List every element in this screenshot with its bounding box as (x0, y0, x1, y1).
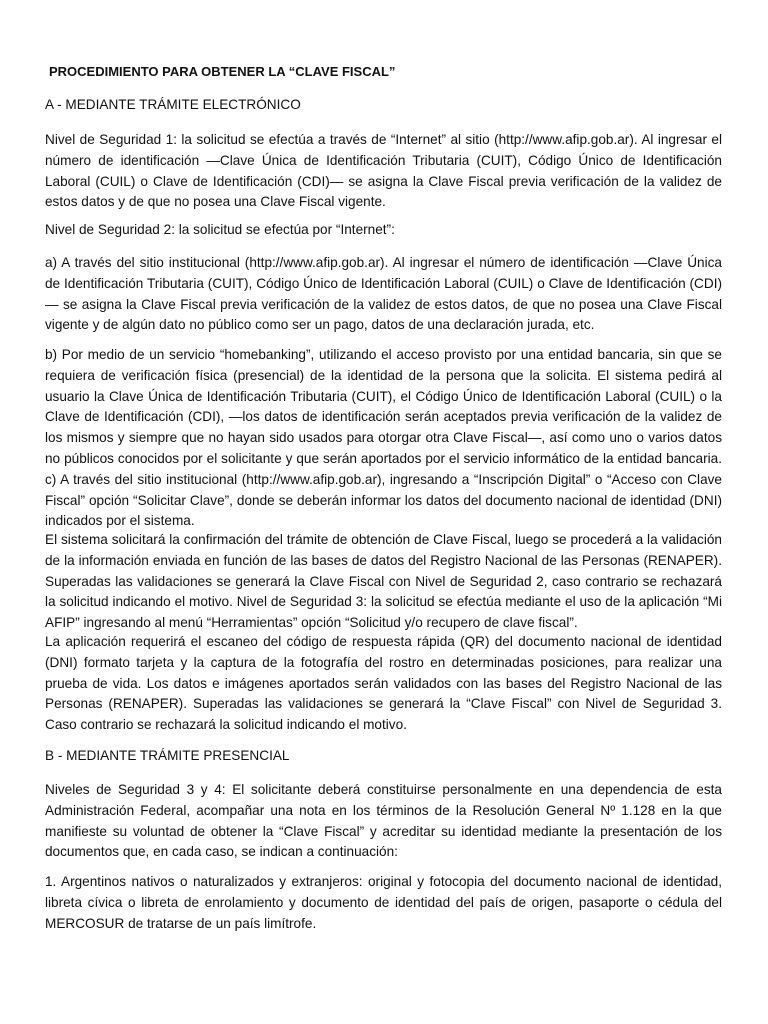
paragraph-mi-afip-app: La aplicación requerirá el escaneo del código de respuesta rápida (QR) del documento nacional de identidad (DNI) formato tarjeta y la captura de la fotografía del rostro en determinadas posiciones, para realizar una prueba de vida. Los datos e imágenes aportados serán validados con las bases del Registro Nacional de las Personas (RENAPER). Superadas las validaciones se generará la “Clave Fiscal” con Nivel de Seguridad 3. Caso contrario se rechazará la solicitud indicando el motivo. (45, 634, 722, 733)
paragraph-nivel-2-b-c: b) Por medio de un servicio “homebanking”, utilizando el acceso provisto por una entidad bancaria, sin que se requiera de verificación física (presencial) de la identidad de la persona que la solicita. El sistema pedirá al usuario la Clave Única de Identificación Tributaria (CUIT), el Código Único de Identificación Laboral (CUIL) o la Clave de Identificación (CDI), —los datos de identificación serán aceptados previa verificación de la validez de los mismos y siempre que no hayan sido usados para otorgar otra Clave Fiscal—, así como uno o varios datos no públicos conocidos por el solicitante y que serán aportados por el servicio informático de la entidad bancaria. c) A través del sitio institucional (http://www.afip.gob.ar), ingresando a “Inscripción Digital” o “Acceso con Clave Fiscal” opción “Solicitar Clave”, donde se deberán informar los datos del documento nacional de identidad (DNI) indicados por el sistema. (45, 347, 722, 529)
paragraph-item-1: 1. Argentinos nativos o naturalizados y extranjeros: original y fotocopia del documento nacional de identidad, libreta cívica o libreta de enrolamiento y documento de identidad del país de origen, pasaporte o cédula del MERCOSUR de tratarse de un país limítrofe. (45, 874, 722, 931)
paragraph-nivel-1: Nivel de Seguridad 1: la solicitud se efectúa a través de “Internet” al sitio (http://www.afip.gob.ar). Al ingresar el número de identificación —Clave Única de Identificación Tributaria (CUIT), Código Único de Identificación Laboral (CUIL) o Clave de Identificación (CDI)— se asigna la Clave Fiscal previa verificación de la validez de estos datos y de que no posea una Clave Fiscal vigente. (45, 132, 722, 210)
paragraph-nivel-2-a: a) A través del sitio institucional (http://www.afip.gob.ar). Al ingresar el número de identificación —Clave Única de Identificación Tributaria (CUIT), Código Único de Identificación Laboral (CUIL) o Clave de Identificación (CDI)— se asigna la Clave Fiscal previa verificación de la validez de estos datos, de que no posea una Clave Fiscal vigente y de algún dato no público como ser un pago, datos de una declaración jurada, etc. (45, 255, 722, 333)
document-page (45, 0, 722, 1024)
section-b-heading: B - MEDIANTE TRÁMITE PRESENCIAL (45, 748, 290, 763)
section-a-heading: A - MEDIANTE TRÁMITE ELECTRÓNICO (45, 97, 301, 112)
paragraph-nivel-2-intro: Nivel de Seguridad 2: la solicitud se efectúa por “Internet”: (45, 222, 395, 237)
paragraph-niveles-3-4: Niveles de Seguridad 3 y 4: El solicitante deberá constituirse personalmente en una dependencia de esta Administración Federal, acompañar una nota en los términos de la Resolución General Nº 1.128 en la que manifieste su voluntad de obtener la “Clave Fiscal” y acreditar su identidad mediante la presentación de los documentos que, en cada caso, se indican a continuación: (45, 782, 722, 860)
paragraph-renaper-validation: El sistema solicitará la confirmación del trámite de obtención de Clave Fiscal, luego se procederá a la validación de la información enviada en función de las bases de datos del Registro Nacional de las Personas (RENAPER). Superadas las validaciones se generará la Clave Fiscal con Nivel de Seguridad 2, caso contrario se rechazará la solicitud indicando el motivo. Nivel de Seguridad 3: la solicitud se efectúa mediante el uso de la aplicación “Mi AFIP” ingresando al menú “Herramientas” opción “Solicitud y/o recupero de clave fiscal”. (45, 532, 722, 631)
document-title: PROCEDIMIENTO PARA OBTENER LA “CLAVE FISCAL” (49, 64, 396, 79)
